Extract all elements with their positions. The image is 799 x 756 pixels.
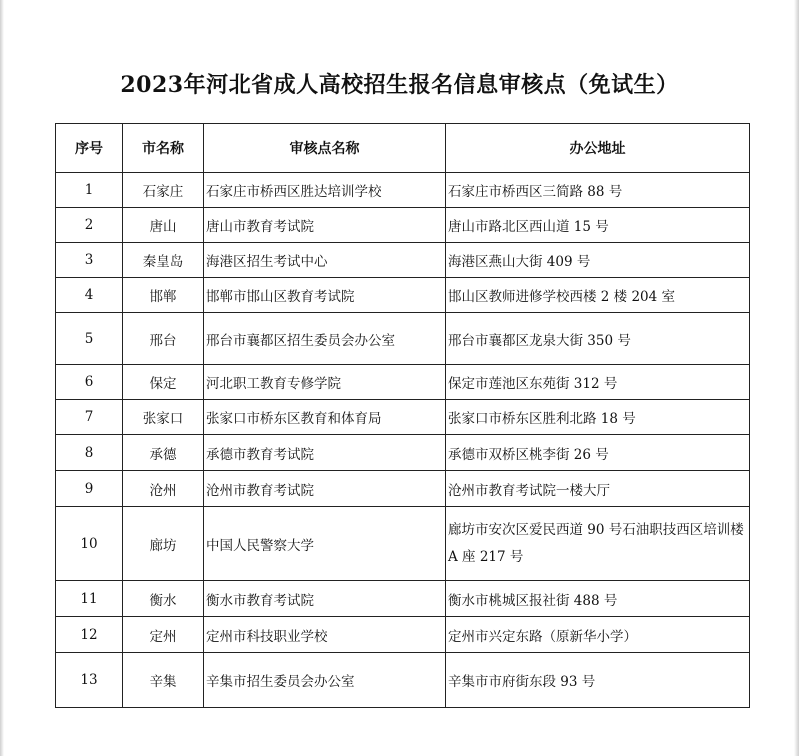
row-serial-no: 5: [56, 313, 123, 365]
row-serial-no: 10: [56, 507, 123, 581]
row-address: 保定市莲池区东苑街 312 号: [446, 365, 750, 400]
row-address: 沧州市教育考试院一楼大厅: [446, 471, 750, 507]
table-row: [56, 581, 750, 617]
row-audit-point: 定州市科技职业学校: [204, 617, 446, 653]
row-audit-point: 承德市教育考试院: [204, 435, 446, 471]
table-row: [56, 435, 750, 471]
row-address: 邯山区教师进修学校西楼 2 楼 204 室: [446, 278, 750, 313]
row-audit-point: 石家庄市桥西区胜达培训学校: [204, 173, 446, 208]
table-row: [56, 507, 750, 581]
row-city: 张家口: [123, 400, 204, 435]
row-city: 承德: [123, 435, 204, 471]
row-city: 邢台: [123, 313, 204, 365]
row-address: 廊坊市安次区爱民西道 90 号石油职技西区培训楼 A 座 217 号: [446, 507, 750, 581]
row-audit-point: 张家口市桥东区教育和体育局: [204, 400, 446, 435]
header-office-address: 办公地址: [446, 124, 750, 173]
row-serial-no: 4: [56, 278, 123, 313]
row-serial-no: 11: [56, 581, 123, 617]
row-audit-point: 唐山市教育考试院: [204, 208, 446, 243]
table-row: [56, 653, 750, 708]
page-title: 2023年河北省成人高校招生报名信息审核点（免试生）: [120, 72, 679, 98]
table-row: [56, 617, 750, 653]
page-edge-left: [0, 0, 4, 756]
row-city: 定州: [123, 617, 204, 653]
row-city: 保定: [123, 365, 204, 400]
header-city-name: 市名称: [123, 124, 204, 173]
row-address: 张家口市桥东区胜利北路 18 号: [446, 400, 750, 435]
row-address: 辛集市市府街东段 93 号: [446, 653, 750, 708]
header-audit-point-name: 审核点名称: [204, 124, 446, 173]
audit-point-table: [55, 123, 750, 708]
row-address: 石家庄市桥西区三简路 88 号: [446, 173, 750, 208]
row-audit-point: 辛集市招生委员会办公室: [204, 653, 446, 708]
table-row: [56, 400, 750, 435]
row-serial-no: 13: [56, 653, 123, 708]
row-serial-no: 7: [56, 400, 123, 435]
table-row: [56, 365, 750, 400]
table-row: [56, 243, 750, 278]
table-row: [56, 278, 750, 313]
row-serial-no: 2: [56, 208, 123, 243]
row-serial-no: 1: [56, 173, 123, 208]
table-row: [56, 208, 750, 243]
row-address: 承德市双桥区桃李街 26 号: [446, 435, 750, 471]
row-serial-no: 8: [56, 435, 123, 471]
row-audit-point: 河北职工教育专修学院: [204, 365, 446, 400]
row-audit-point: 海港区招生考试中心: [204, 243, 446, 278]
row-city: 廊坊: [123, 507, 204, 581]
row-audit-point: 衡水市教育考试院: [204, 581, 446, 617]
table-header-row: [56, 124, 750, 173]
row-serial-no: 12: [56, 617, 123, 653]
table-row: [56, 173, 750, 208]
row-address: 唐山市路北区西山道 15 号: [446, 208, 750, 243]
row-city: 沧州: [123, 471, 204, 507]
row-city: 辛集: [123, 653, 204, 708]
header-serial-no: 序号: [56, 124, 123, 173]
row-serial-no: 3: [56, 243, 123, 278]
row-address: 衡水市桃城区报社街 488 号: [446, 581, 750, 617]
row-address: 定州市兴定东路（原新华小学）: [446, 617, 750, 653]
row-address: 邢台市襄都区龙泉大街 350 号: [446, 313, 750, 365]
row-address: 海港区燕山大街 409 号: [446, 243, 750, 278]
row-audit-point: 邢台市襄都区招生委员会办公室: [204, 313, 446, 365]
page-edge-right: [794, 0, 799, 756]
row-city: 石家庄: [123, 173, 204, 208]
table-row: [56, 471, 750, 507]
row-city: 唐山: [123, 208, 204, 243]
row-serial-no: 9: [56, 471, 123, 507]
row-city: 邯郸: [123, 278, 204, 313]
row-audit-point: 邯郸市邯山区教育考试院: [204, 278, 446, 313]
row-audit-point: 沧州市教育考试院: [204, 471, 446, 507]
table-row: [56, 313, 750, 365]
row-city: 秦皇岛: [123, 243, 204, 278]
row-audit-point: 中国人民警察大学: [204, 507, 446, 581]
row-serial-no: 6: [56, 365, 123, 400]
row-city: 衡水: [123, 581, 204, 617]
